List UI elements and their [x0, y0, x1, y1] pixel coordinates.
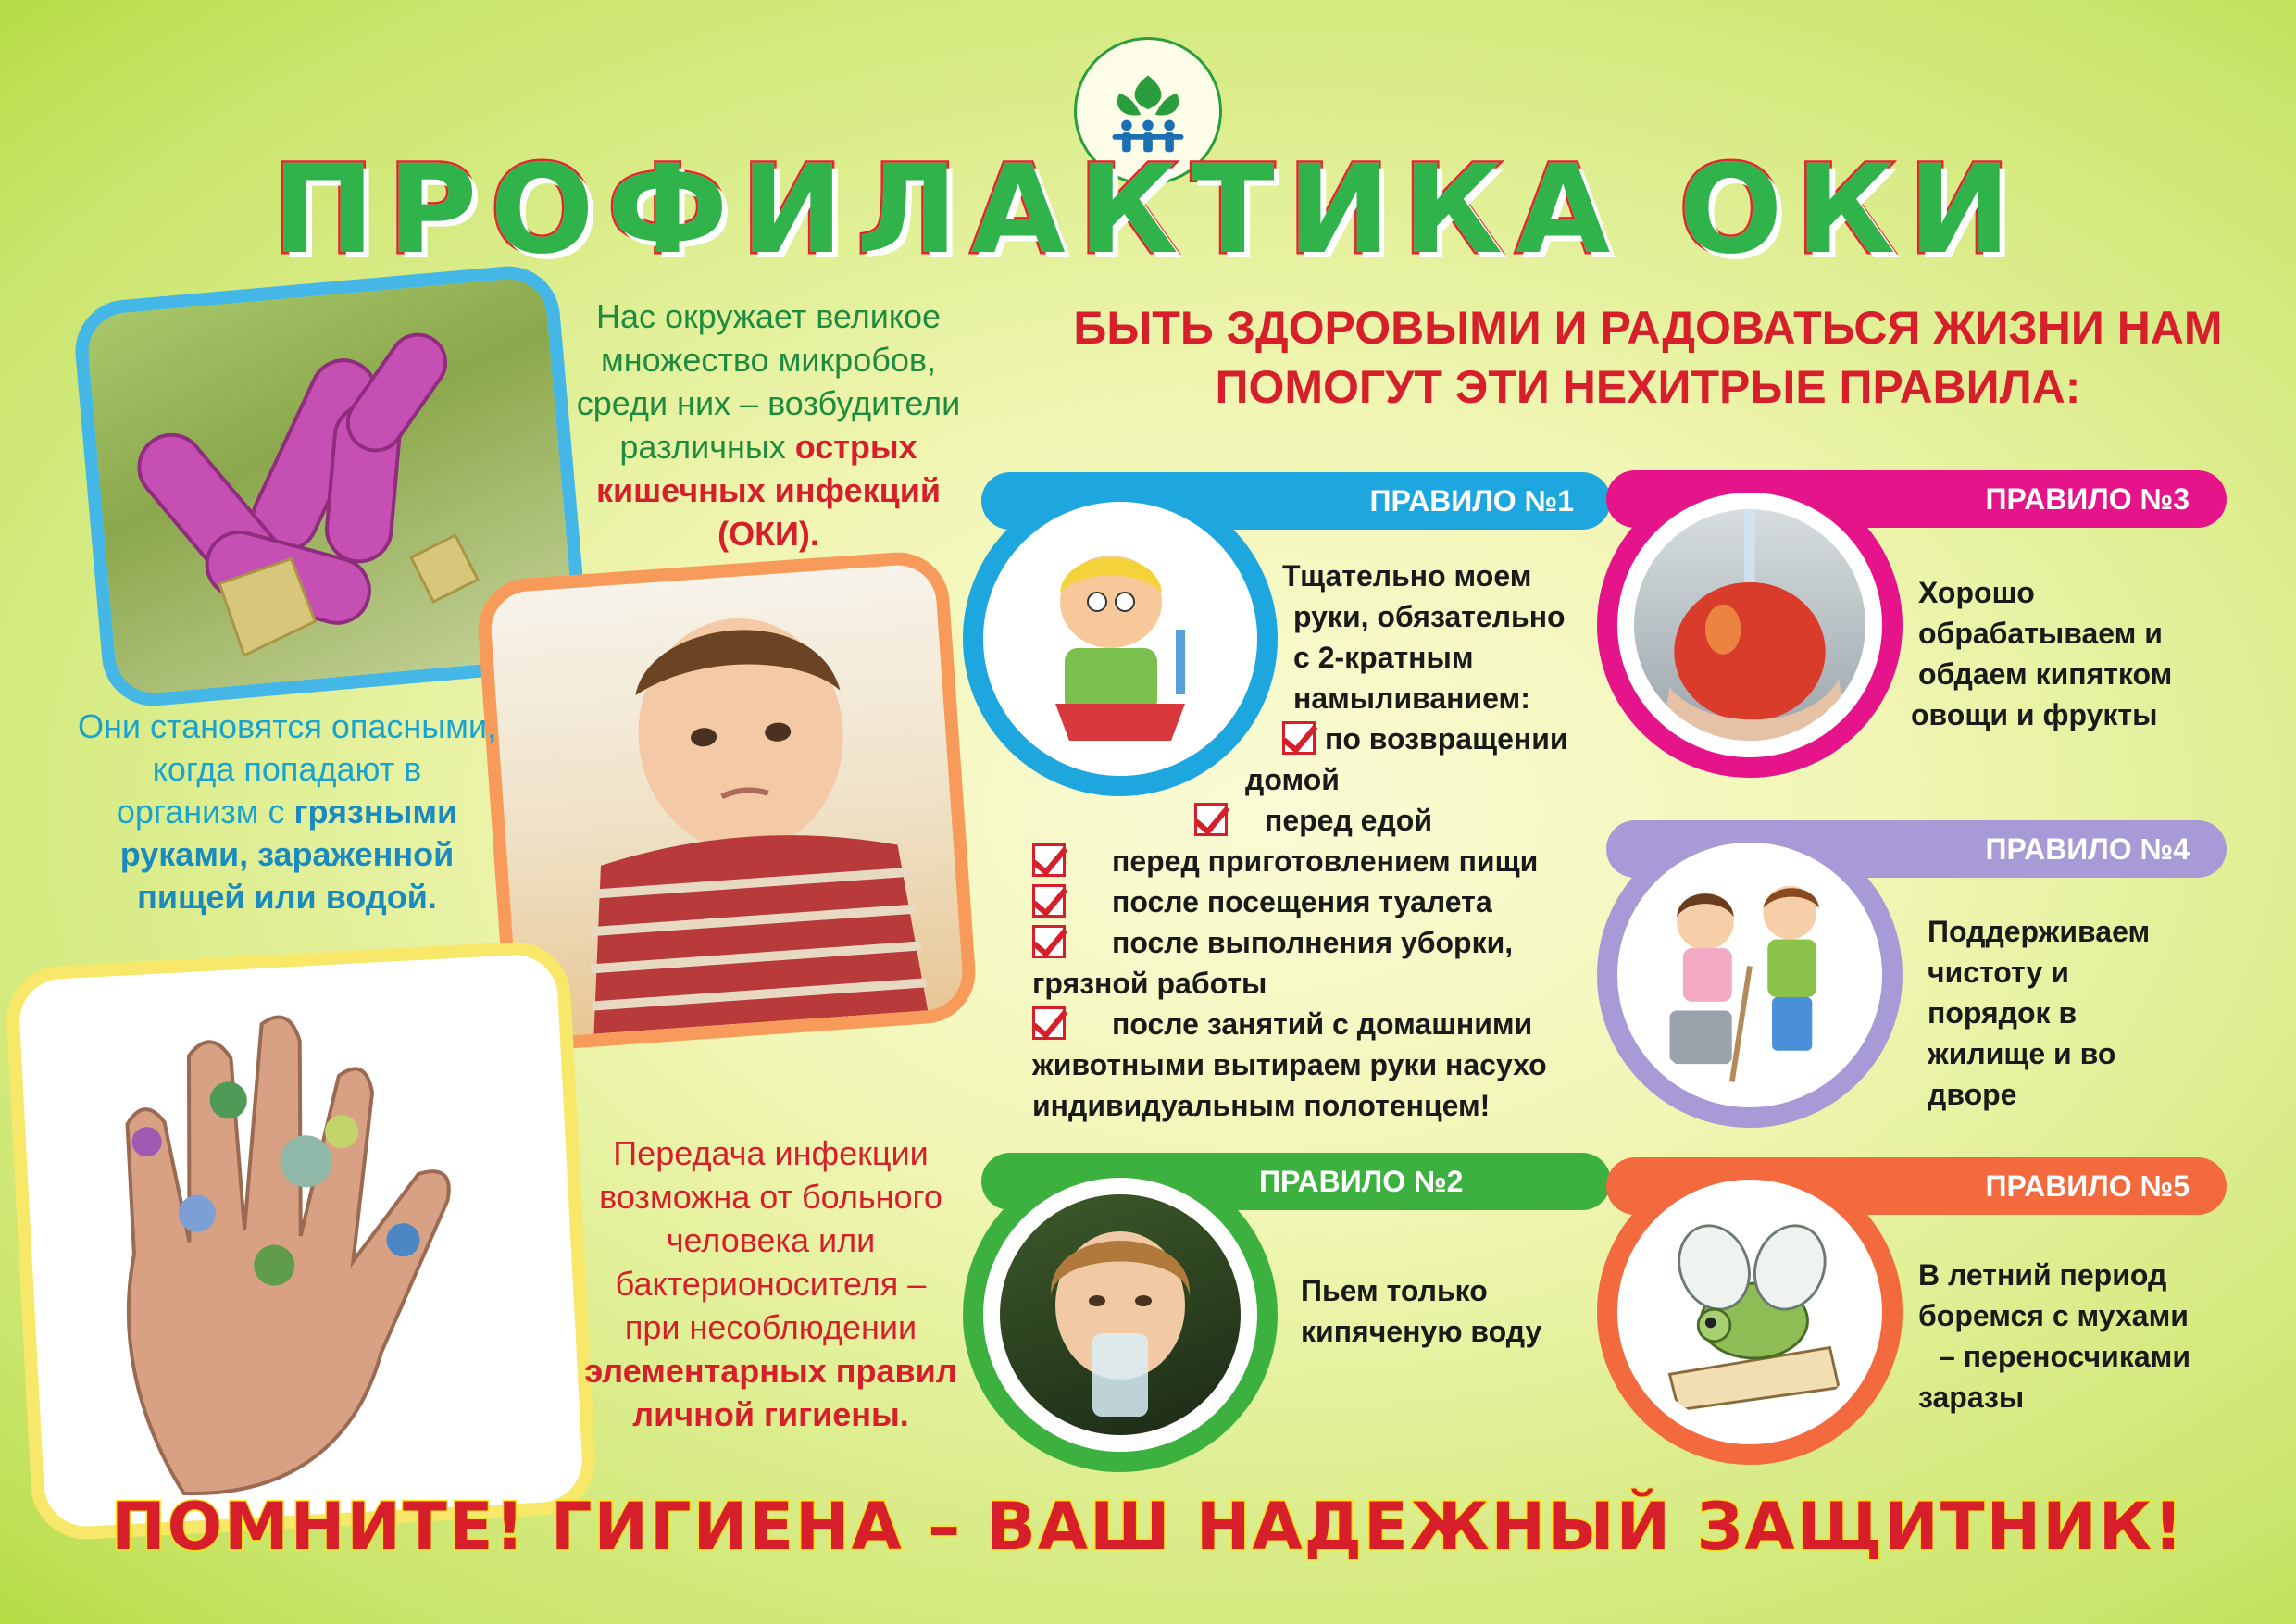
rule1-check-item	[1032, 800, 1588, 841]
rule1-line: руки, обязательно	[1293, 600, 1566, 633]
rule1-line: с 2-кратным	[1293, 641, 1474, 674]
rule1-check-text: перед приготовлением пищи	[1112, 844, 1539, 878]
checkbox-icon	[1032, 843, 1066, 877]
intro-text-transmission	[569, 1131, 972, 1436]
bottom-slogan: ПОМНИТЕ! ГИГИЕНА – ВАШ НАДЕЖНЫЙ ЗАЩИТНИК!	[111, 1489, 2185, 1565]
intro1-line: множество микробов,	[600, 341, 936, 379]
rule1-check-text: перед едой	[1265, 804, 1432, 837]
rule3-header: ПРАВИЛО №3	[1606, 470, 2227, 528]
checkbox-icon	[1282, 721, 1316, 755]
rule3-image	[1597, 472, 1903, 778]
rule1-check-text: после посещения туалета	[1112, 885, 1492, 918]
rule4-line: жилище и во	[1928, 1037, 2116, 1070]
intro3-line: бактерионосителя –	[615, 1265, 927, 1303]
rule1-check-text: после занятий с домашними	[1112, 1007, 1533, 1041]
intro2-highlight: грязными	[293, 793, 458, 831]
intro1-line: Нас окружает великое	[595, 297, 942, 335]
rule5-header: ПРАВИЛО №5	[1606, 1157, 2227, 1215]
intro1-line: среди них – возбудители	[576, 384, 961, 422]
rule1-header: ПРАВИЛО №1	[981, 472, 1611, 530]
rule1-check-text: грязной работы	[1032, 967, 1267, 1000]
rule1-line: намыливанием:	[1293, 681, 1530, 715]
rule3-text	[1911, 572, 2233, 735]
intro3-line: при несоблюдении	[624, 1308, 917, 1346]
intro1-highlight: кишечных инфекций	[595, 471, 942, 509]
intro1-text: различных	[619, 428, 795, 466]
rule4-line: порядок в	[1928, 996, 2078, 1030]
intro-text-danger	[56, 706, 518, 918]
intro3-highlight: личной гигиены.	[632, 1395, 909, 1433]
rule2-text	[1301, 1270, 1597, 1352]
girl-drinking-illustration	[1000, 1194, 1241, 1435]
rule3-line: Хорошо	[1918, 576, 2035, 609]
rules-heading	[1000, 298, 2296, 417]
checkbox-icon	[1032, 884, 1066, 918]
rule5-image	[1597, 1159, 1903, 1465]
rule2-header: ПРАВИЛО №2	[981, 1153, 1611, 1210]
rule5-line: заразы	[1918, 1380, 2025, 1414]
intro3-highlight: элементарных правил	[584, 1352, 957, 1390]
intro1-line	[555, 425, 981, 468]
rule1-check-text: по возвращении	[1325, 722, 1568, 756]
rule1-check-item	[1032, 1004, 1588, 1044]
rules-heading-line1: БЫТЬ ЗДОРОВЫМИ И РАДОВАТЬСЯ ЖИЗНИ НАМ	[1073, 302, 2223, 354]
intro2-line: Они становятся опасными,	[78, 707, 496, 745]
rule4-image	[1597, 822, 1903, 1128]
rules-heading-line2: ПОМОГУТ ЭТИ НЕХИТРЫЕ ПРАВИЛА:	[1215, 361, 2081, 413]
rule1-checklist	[1032, 718, 1588, 1126]
checkbox-icon	[1032, 1006, 1066, 1040]
rule5-line: – переносчиками	[1939, 1340, 2190, 1373]
rule1-check-item	[1032, 718, 1588, 759]
rule5-line: В летний период	[1918, 1258, 2167, 1292]
rule2-line: кипяченую воду	[1301, 1315, 1542, 1348]
intro2-highlight: руками, зараженной	[119, 835, 455, 873]
intro2-line: когда попадают в	[152, 750, 422, 788]
intro2-line	[56, 791, 518, 833]
rule5-line: боремся с мухами	[1918, 1299, 2189, 1332]
rule3-line: овощи и фрукты	[1911, 698, 2158, 731]
rule1-check-text: после выполнения уборки,	[1112, 926, 1514, 959]
page-title: ПРОФИЛАКТИКА ОКИ	[272, 139, 2024, 281]
rule1-line: Тщательно моем	[1282, 559, 1532, 593]
rule4-line: Поддерживаем	[1928, 915, 2151, 948]
rule1-check-text: животными вытираем руки насухо	[1032, 1048, 1547, 1081]
rule1-check-text: домой	[1245, 763, 1340, 796]
washing-apple-illustration	[1634, 509, 1866, 741]
germs-on-hand-photo	[4, 939, 598, 1542]
rule4-line: чистоту и	[1928, 956, 2069, 989]
intro1-highlight: (ОКИ).	[718, 515, 819, 553]
hand-illustration	[18, 953, 584, 1529]
rule3-line: обдаем кипятком	[1918, 657, 2173, 691]
rule2-line: Пьем только	[1301, 1274, 1488, 1307]
rule3-line: обрабатываем и	[1918, 617, 2163, 650]
rule1-intro	[1282, 556, 1588, 718]
checkbox-icon	[1194, 803, 1228, 836]
intro3-line: возможна от больного	[599, 1178, 942, 1216]
rule1-check-item	[1032, 922, 1588, 963]
rule4-line: дворе	[1928, 1078, 2017, 1111]
fly-illustration	[1634, 1196, 1866, 1428]
checkbox-icon	[1032, 925, 1066, 958]
intro3-line: Передача инфекции	[613, 1134, 929, 1172]
intro2-highlight: пищей или водой.	[137, 878, 437, 916]
rule4-text	[1928, 911, 2242, 1115]
rule1-check-item	[1032, 881, 1588, 922]
rule5-text	[1918, 1255, 2233, 1418]
rule1-check-text: индивидуальным полотенцем!	[1032, 1089, 1491, 1122]
rule4-header: ПРАВИЛО №4	[1606, 820, 2227, 878]
intro2-text: организм с	[116, 793, 294, 831]
rule1-check-item	[1032, 841, 1588, 881]
kids-cleaning-illustration	[1634, 859, 1866, 1091]
intro-text-microbes	[555, 294, 981, 556]
rule2-image	[963, 1157, 1278, 1472]
intro3-line: человека или	[666, 1221, 876, 1259]
intro1-highlight: острых	[794, 428, 917, 466]
